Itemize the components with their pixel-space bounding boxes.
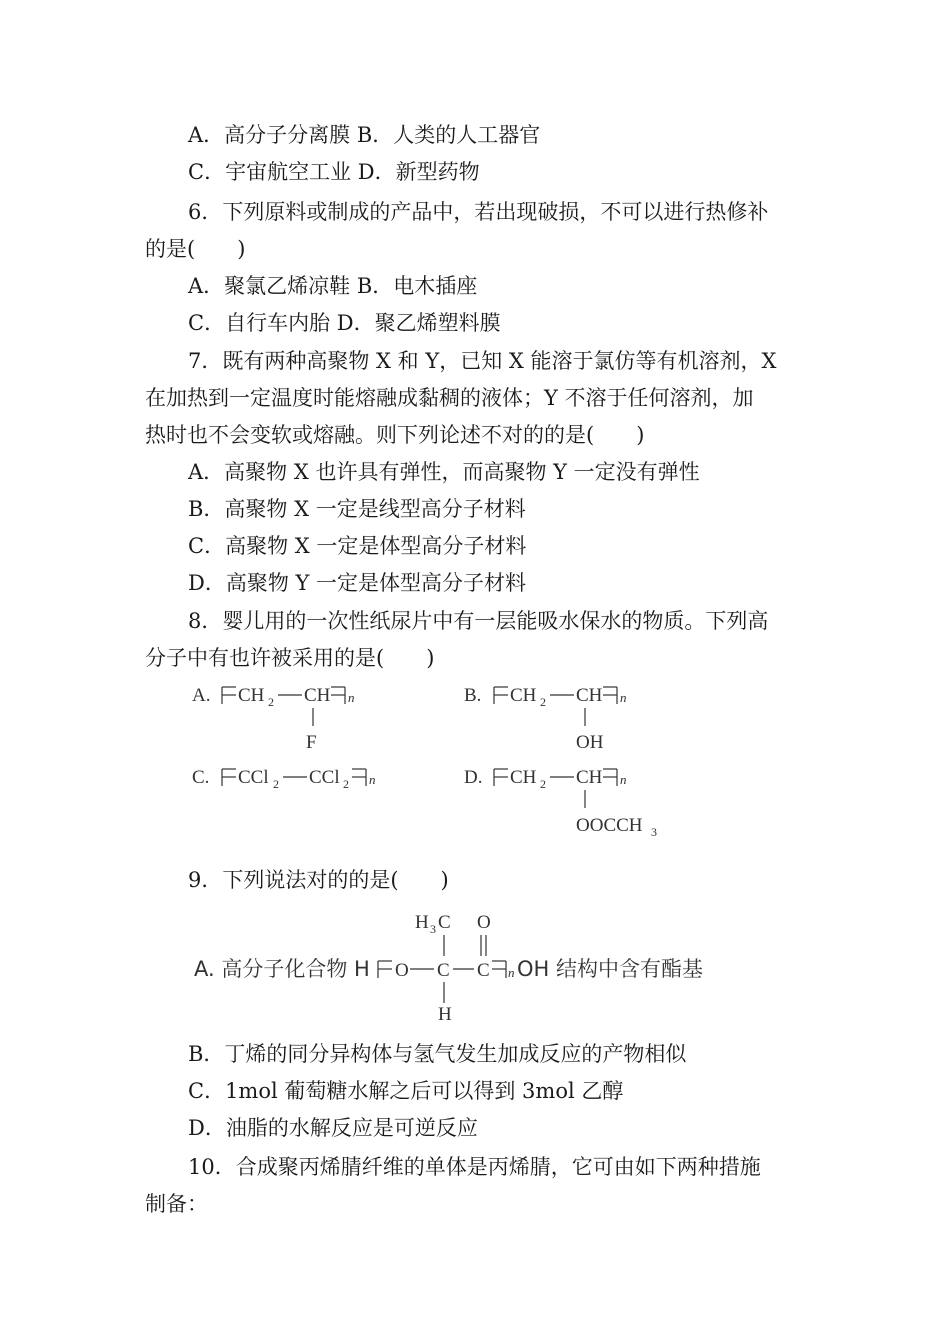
q6-options-ab: A．聚氯乙烯凉鞋 B．电木插座 <box>188 274 478 298</box>
q8-c-sub2-2: 2 <box>343 777 349 791</box>
q9-option-c: C．1mol 葡萄糖水解之后可以得到 3mol 乙醇 <box>188 1079 624 1103</box>
q5-options-cd: C．宇宙航空工业 D．新型药物 <box>188 160 480 184</box>
q8-a-sub2: 2 <box>268 695 274 709</box>
q8-c-sub2-1: 2 <box>273 777 279 791</box>
q8-b-sub2: 2 <box>540 695 546 709</box>
q9-stem: 9．下列说法对的的是( ) <box>188 868 449 892</box>
q8-d-ch2: CH <box>510 767 537 788</box>
q7-option-c: C．高聚物 X 一定是体型高分子材料 <box>188 534 527 558</box>
q9-option-b: B．丁烯的同分异构体与氢气发生加成反应的产物相似 <box>188 1042 687 1066</box>
q8-c-ccl-1: CCl <box>238 767 269 788</box>
q8-c-n: n <box>369 772 376 787</box>
q9-a-carbonyl-o: O <box>477 912 491 933</box>
q7-stem-cont1: 在加热到一定温度时能熔融成黏稠的液体；Y 不溶于任何溶剂，加 <box>145 386 754 410</box>
q8-d-sub2: 2 <box>540 777 546 791</box>
q9-a-h3c-h: H <box>415 912 429 933</box>
q8-d-n: n <box>620 772 627 787</box>
q9-a-suffix: OH 结构中含有酯基 <box>517 957 703 981</box>
q9-a-n: n <box>508 965 515 980</box>
q10-stem: 10．合成聚丙烯腈纤维的单体是丙烯腈，它可由如下两种措施 <box>188 1155 761 1179</box>
q8-a-ch2: CH <box>238 685 265 706</box>
q8-a-n: n <box>348 690 355 705</box>
q7-option-a: A．高聚物 X 也许具有弹性，而高聚物 Y 一定没有弹性 <box>188 460 700 484</box>
q9-a-h: H <box>438 1004 452 1025</box>
q9-a-h3c-c: C <box>438 912 451 933</box>
q7-stem-cont2: 热时也不会变软或熔融。则下列论述不对的的是( ) <box>145 423 645 447</box>
q7-stem: 7．既有两种高聚物 X 和 Y，已知 X 能溶于氯仿等有机溶剂，X <box>188 349 777 373</box>
q8-b-oh: OH <box>576 732 604 753</box>
q9-option-d: D．油脂的水解反应是可逆反应 <box>188 1116 478 1140</box>
q8-d-ch: CH <box>576 767 603 788</box>
q9-a-o: O <box>395 960 409 981</box>
q10-stem-cont: 制备： <box>145 1192 208 1216</box>
q8-c-ccl-2: CCl <box>309 767 340 788</box>
q6-stem-cont: 的是( ) <box>145 237 246 261</box>
q5-options-ab: A．高分子分离膜 B．人类的人工器官 <box>188 123 541 147</box>
q8-d-ooc: OOCCH <box>576 815 643 836</box>
q8-stem: 8．婴儿用的一次性纸尿片中有一层能吸水保水的物质。下列高 <box>188 609 769 633</box>
q8-d-sub3: 3 <box>651 825 657 839</box>
q9-a-prefix: A. 高分子化合物 H <box>194 957 370 981</box>
q7-option-d: D．高聚物 Y 一定是体型高分子材料 <box>188 571 527 595</box>
q9-a-h3c-sub: 3 <box>430 922 436 936</box>
q8-c-label: C. <box>192 767 210 788</box>
q8-b-ch2: CH <box>510 685 537 706</box>
q9-a-c2: C <box>477 960 490 981</box>
q8-b-ch: CH <box>576 685 603 706</box>
q8-a-ch: CH <box>304 685 331 706</box>
q8-a-f: F <box>306 732 317 753</box>
q6-options-cd: C．自行车内胎 D．聚乙烯塑料膜 <box>188 311 501 335</box>
q8-b-n: n <box>620 690 627 705</box>
q8-stem-cont: 分子中有也许被采用的是( ) <box>145 646 435 670</box>
q8-a-label: A. <box>192 685 211 706</box>
q8-b-label: B. <box>464 685 482 706</box>
q6-stem: 6．下列原料或制成的产品中，若出现破损，不可以进行热修补 <box>188 200 769 224</box>
q8-d-label: D. <box>464 767 483 788</box>
q9-a-c1: C <box>437 960 450 981</box>
q7-option-b: B．高聚物 X 一定是线型高分子材料 <box>188 497 526 521</box>
